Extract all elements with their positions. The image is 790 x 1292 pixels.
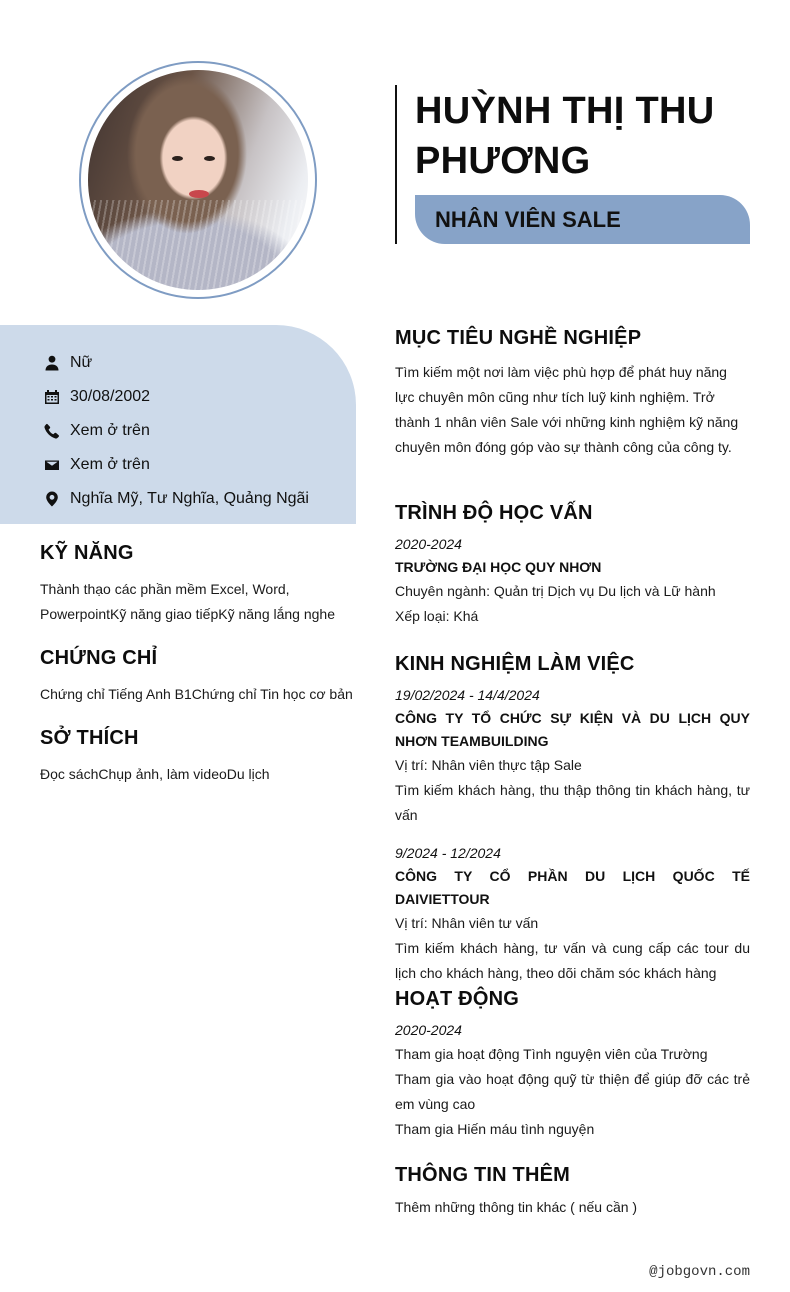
education-heading: TRÌNH ĐỘ HỌC VẤN: [395, 502, 593, 524]
avatar-frame: [79, 61, 317, 299]
objective-text: Tìm kiếm một nơi làm việc phù hợp để phát huy năng lực chuyên môn cũng như tích luỹ kinh nghiệm. Trở thành 1 nhân viên Sale với những kinh nghiệm kỹ năng chuyên môn đóng góp vào sự thành công của công ty.: [395, 364, 739, 455]
contact-address-value: Nghĩa Mỹ, Tư Nghĩa, Quảng Ngãi: [70, 490, 309, 507]
name-accent-bar: [395, 85, 397, 244]
watermark: @jobgovn.com: [649, 1264, 750, 1280]
skills-text: Thành thạo các phần mềm Excel, Word, PowerpointKỹ năng giao tiếpKỹ năng lắng nghe: [40, 581, 335, 622]
extra-info-heading: THÔNG TIN THÊM: [395, 1164, 571, 1186]
hobbies-text: Đọc sáchChụp ảnh, làm videoDu lịch: [40, 766, 270, 782]
experience-item: [395, 684, 750, 828]
objective-heading: MỤC TIÊU NGHỀ NGHIỆP: [395, 327, 642, 349]
person-icon: [44, 355, 60, 371]
experience-description: Tìm kiếm khách hàng, thu thập thông tin khách hàng, tư vấn: [395, 782, 750, 823]
contact-birthday: [44, 380, 309, 414]
education-grade: Xếp loại: Khá: [395, 608, 479, 624]
experience-company: CÔNG TY CỔ PHẦN DU LỊCH QUỐC TẾ DAIVIETTOUR: [395, 868, 750, 907]
contact-gender: [44, 346, 309, 380]
photo-detail: [204, 156, 215, 161]
experience-item: [395, 842, 750, 986]
education-section: [395, 502, 750, 629]
experience-description: Tìm kiếm khách hàng, tư vấn và cung cấp các tour du lịch cho khách hàng, theo dõi chăm sóc khách hàng: [395, 940, 750, 981]
calendar-icon: [44, 389, 60, 405]
contact-email: [44, 448, 309, 482]
contact-birthday-value: 30/08/2002: [70, 388, 151, 405]
activities-section: [395, 988, 750, 1142]
experience-section: [395, 653, 750, 986]
skills-heading: KỸ NĂNG: [40, 542, 134, 564]
activities-heading: HOẠT ĐỘNG: [395, 988, 520, 1010]
experience-company: CÔNG TY TỔ CHỨC SỰ KIỆN VÀ DU LỊCH QUY NHƠN TEAMBUILDING: [395, 710, 750, 749]
objective-section: [395, 327, 750, 460]
photo-detail: [88, 200, 308, 290]
certificates-heading: CHỨNG CHỈ: [40, 647, 158, 669]
experience-date: 19/02/2024 - 14/4/2024: [395, 687, 540, 703]
experience-date: 9/2024 - 12/2024: [395, 845, 501, 861]
photo-detail: [189, 190, 209, 198]
contact-gender-value: Nữ: [70, 354, 93, 371]
activities-date: 2020-2024: [395, 1022, 462, 1038]
job-title: NHÂN VIÊN SALE: [435, 206, 621, 232]
contact-list: [44, 346, 309, 516]
contact-address: [44, 482, 309, 516]
mail-icon: [44, 457, 60, 473]
education-date: 2020-2024: [395, 536, 462, 552]
activity-item: Tham gia Hiến máu tình nguyện: [395, 1121, 595, 1137]
education-school: TRƯỜNG ĐẠI HỌC QUY NHƠN: [395, 559, 602, 575]
hobbies-section: [40, 727, 355, 787]
avatar-photo: [88, 70, 308, 290]
experience-position: Vị trí: Nhân viên tư vấn: [395, 915, 539, 931]
education-major: Chuyên ngành: Quản trị Dịch vụ Du lịch và Lữ hành: [395, 583, 716, 599]
location-pin-icon: [44, 491, 60, 507]
experience-heading: KINH NGHIỆM LÀM VIỆC: [395, 653, 635, 675]
hobbies-heading: SỞ THÍCH: [40, 727, 139, 749]
activity-item: Tham gia hoạt động Tình nguyện viên của Trường: [395, 1046, 708, 1062]
experience-position: Vị trí: Nhân viên thực tập Sale: [395, 757, 582, 773]
certificates-text: Chứng chỉ Tiếng Anh B1Chứng chỉ Tin học cơ bản: [40, 686, 353, 702]
extra-info-text: Thêm những thông tin khác ( nếu cần ): [395, 1199, 638, 1215]
phone-icon: [44, 423, 60, 439]
certificates-section: [40, 647, 355, 707]
candidate-name: HUỲNH THỊ THU PHƯƠNG: [415, 90, 715, 182]
contact-email-value: Xem ở trên: [70, 456, 150, 473]
contact-phone: [44, 414, 309, 448]
activity-item: Tham gia vào hoạt động quỹ từ thiện để giúp đỡ các trẻ em vùng cao: [395, 1071, 750, 1112]
skills-section: [40, 542, 355, 627]
job-title-badge: [415, 195, 750, 244]
extra-info-section: [395, 1164, 750, 1220]
contact-phone-value: Xem ở trên: [70, 422, 150, 439]
photo-detail: [172, 156, 183, 161]
